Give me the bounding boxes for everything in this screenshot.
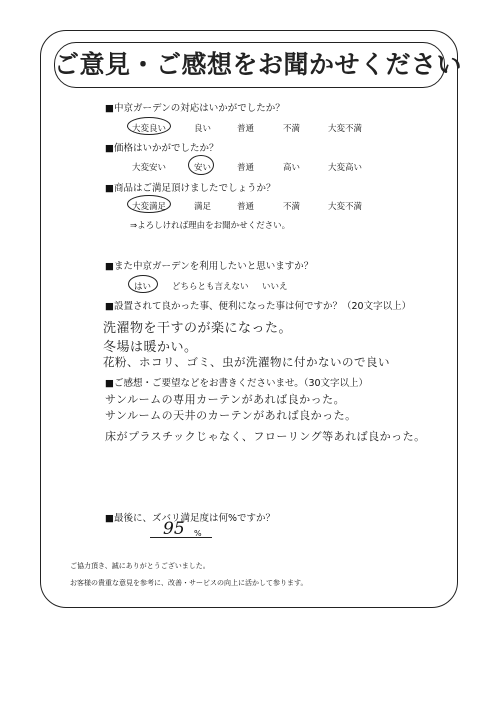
selected-mark-reuse: [128, 275, 158, 293]
question-benefits: ■設置されて良かった事、便利になった事は何ですか？（20文字以上）: [105, 301, 412, 312]
option-reuse-no[interactable]: いいえ: [262, 282, 288, 292]
option-product-very-dissatisfied[interactable]: 大変不満: [328, 202, 363, 212]
feedback-answer-line-3: 床がプラスチックじゃなく、フローリング等あれば良かった。: [105, 430, 426, 443]
selected-mark-price: [188, 155, 214, 175]
option-service-dissatisfied[interactable]: 不満: [283, 124, 301, 134]
option-price-very-expensive[interactable]: 大変高い: [328, 163, 363, 173]
option-product-satisfied[interactable]: 満足: [194, 202, 212, 212]
feedback-answer-line-1: サンルームの専用カーテンがあれば良かった。: [105, 393, 346, 406]
option-product-very-satisfied[interactable]: 大変満足: [132, 202, 167, 212]
option-service-very-dissatisfied[interactable]: 大変不満: [328, 124, 363, 134]
option-service-normal[interactable]: 普通: [237, 124, 255, 134]
question-product: ■商品はご満足頂けましたでしょうか？: [105, 183, 276, 194]
option-service-good[interactable]: 良い: [194, 124, 212, 134]
option-reuse-yes[interactable]: はい: [134, 282, 152, 292]
satisfaction-value: 95: [163, 519, 185, 539]
option-reuse-undecided[interactable]: どちらとも言えない: [172, 282, 249, 292]
satisfaction-unit: %: [194, 529, 202, 538]
benefits-answer-line-3: 花粉、ホコリ、ゴミ、虫が洗濯物に付かないので良い: [103, 355, 390, 369]
option-product-normal[interactable]: 普通: [237, 202, 255, 212]
feedback-answer-line-2: サンルームの天井のカーテンがあれば良かった。: [105, 409, 357, 422]
survey-title: ご意見・ご感想をお聞かせください: [54, 50, 463, 79]
option-price-very-cheap[interactable]: 大変安い: [132, 163, 167, 173]
footer-thanks: ご協力頂き、誠にありがとうございました。: [70, 562, 210, 570]
question-price: ■価格はいかがでしたか？: [105, 143, 219, 154]
reason-prompt: ⇒よろしければ理由をお聞かせください。: [130, 221, 291, 231]
question-reuse: ■また中京ガーデンを利用したいと思いますか？: [105, 261, 314, 272]
option-price-normal[interactable]: 普通: [237, 163, 255, 173]
option-price-expensive[interactable]: 高い: [283, 163, 301, 173]
selected-mark-product: [127, 195, 171, 213]
footer-message: お客様の貴重な意見を参考に、改善・サービスの向上に活かして参ります。: [70, 579, 308, 587]
question-satisfaction: ■最後に、ズバリ満足度は何%ですか？: [105, 513, 276, 524]
selected-mark-service: [127, 117, 171, 135]
satisfaction-underline: [150, 537, 212, 538]
option-price-cheap[interactable]: 安い: [194, 163, 212, 173]
question-feedback: ■ご感想・ご要望などをお書きくださいませ。（30文字以上）: [105, 378, 369, 389]
option-service-very-good[interactable]: 大変良い: [132, 124, 167, 134]
benefits-answer-line-1: 洗濯物を干すのが楽になった。: [103, 321, 293, 336]
question-service: ■中京ガーデンの対応はいかがでしたか？: [105, 103, 285, 114]
benefits-answer-line-2: 冬場は暖かい。: [103, 340, 198, 355]
option-product-dissatisfied[interactable]: 不満: [283, 202, 301, 212]
